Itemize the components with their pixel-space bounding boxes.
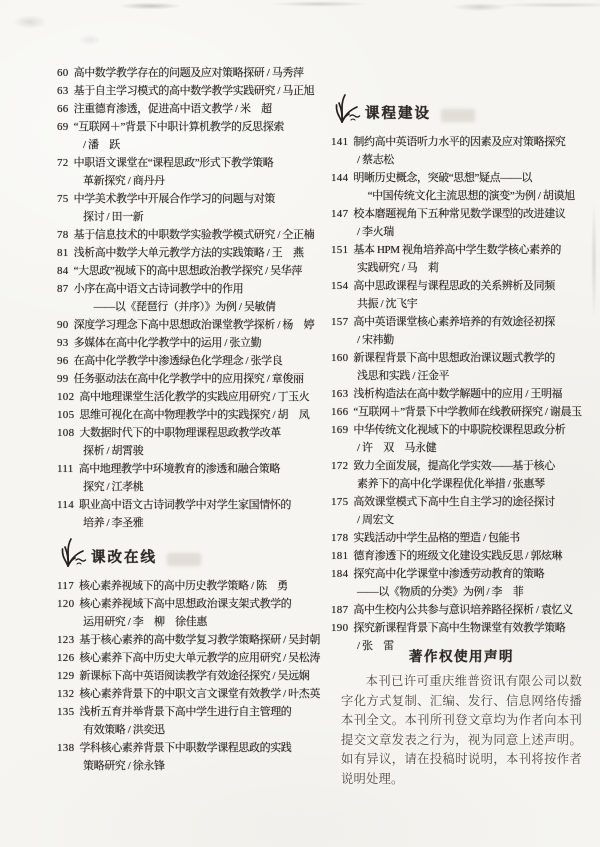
entry-continuation-line: 探析 / 胡霄骏 <box>83 445 144 457</box>
entry-page-number: 75 <box>57 193 69 205</box>
entry-first-line <box>331 277 599 295</box>
entry-first-line <box>57 424 329 442</box>
entry-page-number: 132 <box>57 688 75 700</box>
entry-page-number: 190 <box>331 622 349 634</box>
entry-text: “互联网＋”背景下中学教师在线教研探究 / 谢晨玉 <box>353 406 582 418</box>
entry-first-line <box>57 334 329 352</box>
entry-page-number: 129 <box>57 670 75 682</box>
entry-page-number: 78 <box>57 229 69 241</box>
entry-first-line <box>57 244 329 262</box>
scan-noise-top <box>0 0 600 60</box>
toc-entry <box>57 316 329 334</box>
toc-entry <box>57 595 329 631</box>
entry-continuation-line: 运用研究 / 李 柳 徐佳惠 <box>83 616 207 628</box>
entry-first-line <box>57 82 329 100</box>
entry-text: 高中思政课程与课程思政的关系辨析及同频 <box>353 280 555 292</box>
entry-continuation-line: 浅思和实践 / 汪金平 <box>357 370 450 382</box>
entry-page-number: 111 <box>57 463 74 475</box>
entry-text: 致力全面发展，提高化学实效——基于核心 <box>353 460 555 472</box>
copyright-notice <box>341 645 582 789</box>
entry-first-line <box>57 280 329 298</box>
entry-page-number: 178 <box>331 532 349 544</box>
entry-continuation-line: / 宋祎勤 <box>357 334 394 346</box>
toc-entry <box>331 241 599 277</box>
entry-continuation-line: / 蔡志松 <box>357 154 394 166</box>
toc-entry <box>57 667 329 685</box>
entry-continuation-line: / 李火瑞 <box>357 226 394 238</box>
entry-page-number: 93 <box>57 337 69 349</box>
entry-first-line <box>57 703 329 721</box>
entry-text: 高中地理教学中环境教育的渗透和融合策略 <box>78 463 280 475</box>
toc-entry <box>57 64 329 82</box>
entry-first-line <box>57 352 329 370</box>
section-header-课程建设 <box>333 95 599 128</box>
toc-column-right <box>331 88 599 655</box>
entry-first-line <box>57 100 329 118</box>
entry-text: 核心素养下高中历史大单元教学的应用研究 / 吴松涛 <box>79 652 320 664</box>
entry-first-line <box>331 241 599 259</box>
entry-page-number: 138 <box>57 742 75 754</box>
entry-first-line <box>57 64 329 82</box>
entry-page-number: 99 <box>57 373 69 385</box>
entry-text: 核心素养视域下的高中历史教学策略 / 陈 勇 <box>79 580 288 592</box>
toc-entry <box>57 631 329 649</box>
toc-entry <box>331 205 599 241</box>
toc-entry <box>331 457 599 493</box>
entry-first-line <box>57 370 329 388</box>
section-title: 课程建设 <box>365 106 431 122</box>
toc-entry <box>57 100 329 118</box>
entry-continuation-line: 实践研究 / 马 莉 <box>357 262 439 274</box>
toc-entry <box>57 424 329 460</box>
toc-entry <box>57 388 329 406</box>
entry-first-line <box>57 316 329 334</box>
entry-text: 核心素养视域下高中思想政治课支架式教学的 <box>79 598 292 610</box>
toc-entry <box>57 334 329 352</box>
toc-entry <box>331 547 599 565</box>
entry-first-line <box>331 169 599 187</box>
entry-text: 高效课堂模式下高中生自主学习的途径探讨 <box>353 496 555 508</box>
entry-page-number: 96 <box>57 355 69 367</box>
entry-page-number: 81 <box>57 247 69 259</box>
entry-first-line <box>331 205 599 223</box>
entry-first-line <box>331 529 599 547</box>
toc-entry <box>331 169 599 205</box>
entry-first-line <box>57 577 329 595</box>
toc-entry <box>57 352 329 370</box>
toc-entry <box>331 277 599 313</box>
scan-ghost-mark <box>167 553 201 566</box>
entry-text: 核心素养背景下的中职文言文课堂有效教学 / 叶杰英 <box>79 688 320 700</box>
entry-text: 中华传统文化视域下的中职院校课程思政分析 <box>353 424 566 436</box>
entry-text: 探究高中化学课堂中渗透劳动教育的策略 <box>353 568 545 580</box>
entry-continuation-line: 有效策略 / 洪奕迅 <box>83 724 165 736</box>
toc-entry <box>57 577 329 595</box>
entry-first-line <box>57 118 329 136</box>
entry-continuation-line: / 周宏文 <box>357 514 394 526</box>
entry-page-number: 166 <box>331 406 349 418</box>
entry-page-number: 135 <box>57 706 75 718</box>
toc-entry <box>57 280 329 316</box>
entry-first-line <box>57 667 329 685</box>
entry-page-number: 147 <box>331 208 349 220</box>
entry-text: 学科核心素养背景下中职数学课程思政的实践 <box>79 742 292 754</box>
entry-page-number: 181 <box>331 550 349 562</box>
entry-first-line <box>57 649 329 667</box>
entry-continuation-line: 共振 / 沈飞宇 <box>357 298 418 310</box>
entry-text: 职业高中语文古诗词教学中对学生家国情怀的 <box>79 499 291 511</box>
entry-text: 思维可视化在高中物理教学中的实践探究 / 胡 凤 <box>79 409 310 421</box>
toc-entry <box>331 133 599 169</box>
toc-entry <box>331 493 599 529</box>
entry-page-number: 60 <box>57 67 69 79</box>
section-title: 课改在线 <box>91 550 157 566</box>
entry-continuation-line: 革新探究 / 商丹丹 <box>83 175 165 187</box>
section-header-课改在线 <box>59 539 329 572</box>
entry-text: 多媒体在高中化学教学中的运用 / 张立勤 <box>73 337 262 349</box>
copyright-title: 著作权使用声明 <box>409 649 514 664</box>
entry-text: 制约高中英语听力水平的因素及应对策略探究 <box>353 136 566 148</box>
entry-text: 基于核心素养的高中数学复习教学策略探研 / 吴封朝 <box>79 634 320 646</box>
toc-entry <box>57 244 329 262</box>
entry-first-line <box>331 457 599 475</box>
entry-first-line <box>57 388 329 406</box>
toc-entry <box>57 190 329 226</box>
entry-text: 新课程背景下高中思想政治课议题式教学的 <box>353 352 555 364</box>
entry-first-line <box>57 190 329 208</box>
toc-column-left <box>57 64 329 775</box>
entry-page-number: 157 <box>331 316 349 328</box>
entry-text: 基于自主学习模式的高中数学教学实践研究 / 马正旭 <box>73 85 315 97</box>
entry-text: 浅析高中数学大单元教学方法的实践策略 / 王 燕 <box>73 247 304 259</box>
toc-entry <box>57 262 329 280</box>
entry-page-number: 175 <box>331 496 349 508</box>
toc-entry <box>331 313 599 349</box>
entry-text: 中学美术教学中开展合作学习的问题与对策 <box>73 193 276 205</box>
entry-page-number: 69 <box>57 121 69 133</box>
toc-entry <box>331 349 599 385</box>
entry-continuation-line: / 潘 跃 <box>83 139 120 151</box>
entry-continuation-line: / 许 双 马永健 <box>357 442 437 454</box>
entry-first-line <box>331 349 599 367</box>
entry-first-line <box>57 460 329 478</box>
entry-text: 高中生校内公共参与意识培养路径探析 / 袁忆义 <box>353 604 573 616</box>
entry-text: 新课标下高中英语阅读教学有效途径探究 / 吴远娴 <box>79 670 310 682</box>
entry-page-number: 187 <box>331 604 349 616</box>
toc-entry <box>57 82 329 100</box>
entry-text: 注重德育渗透，促进高中语文教学 / 米 超 <box>73 103 272 115</box>
entry-page-number: 126 <box>57 652 75 664</box>
entry-text: 任务驱动法在高中化学教学中的应用探究 / 章俊丽 <box>73 373 304 385</box>
entry-continuation-line: 策略研究 / 徐永锋 <box>83 760 165 772</box>
entry-page-number: 105 <box>57 409 75 421</box>
entry-text: 明晰历史概念，突破“思想”疑点——以 <box>353 172 532 184</box>
entry-page-number: 151 <box>331 244 349 256</box>
toc-entry <box>57 739 329 775</box>
orchid-grass-icon <box>59 537 91 572</box>
entry-first-line <box>57 685 329 703</box>
entry-page-number: 63 <box>57 85 69 97</box>
entry-first-line <box>331 385 599 403</box>
entry-first-line <box>57 496 329 514</box>
entry-text: 中职语文课堂在“课程思政”形式下教学策略 <box>73 157 274 169</box>
entry-text: 小序在高中语文古诗词教学中的作用 <box>73 283 244 295</box>
entry-text: 浅析构造法在高中数学解题中的应用 / 王明福 <box>353 388 563 400</box>
entry-first-line <box>57 739 329 757</box>
entry-first-line <box>331 619 599 637</box>
entry-first-line <box>57 595 329 613</box>
entry-first-line <box>331 601 599 619</box>
entry-first-line <box>57 406 329 424</box>
entry-first-line <box>331 547 599 565</box>
toc-entry <box>331 385 599 403</box>
entry-page-number: 123 <box>57 634 75 646</box>
entry-text: 探究新课程背景下高中生物课堂有效教学策略 <box>353 622 566 634</box>
toc-entry <box>57 226 329 244</box>
toc-entry <box>331 529 599 547</box>
entry-page-number: 120 <box>57 598 75 610</box>
scan-ghost-mark <box>441 109 475 122</box>
entry-text: 基本 HPM 视角培养高中学生数学核心素养的 <box>353 244 561 256</box>
entry-text: 校本磨题视角下五种常见数学课型的改进建议 <box>353 208 566 220</box>
entry-page-number: 141 <box>331 136 349 148</box>
entry-continuation-line: ——以《琵琶行（并序）》为例 / 吴敏倩 <box>83 301 276 313</box>
toc-entry <box>57 370 329 388</box>
entry-first-line <box>331 493 599 511</box>
entry-text: 高中英语课堂核心素养培养的有效途径初探 <box>353 316 555 328</box>
entry-first-line <box>57 226 329 244</box>
toc-entry <box>57 703 329 739</box>
entry-page-number: 102 <box>57 391 75 403</box>
toc-entry <box>57 460 329 496</box>
entry-text: 大数据时代下的中职物理课程思政教学改革 <box>79 427 281 439</box>
entry-page-number: 66 <box>57 103 69 115</box>
entry-page-number: 184 <box>331 568 349 580</box>
entry-continuation-line: 素养下的高中化学课程优化举措 / 张惠琴 <box>357 478 545 490</box>
entry-page-number: 72 <box>57 157 69 169</box>
entry-text: 浅析五育并举背景下高中学生进行自主管理的 <box>79 706 292 718</box>
toc-entry <box>331 601 599 619</box>
entry-first-line <box>57 631 329 649</box>
entry-text: 高中地理课堂生活化教学的实践应用研究 / 丁玉火 <box>79 391 310 403</box>
entry-page-number: 154 <box>331 280 349 292</box>
entry-page-number: 169 <box>331 424 349 436</box>
toc-entry <box>57 649 329 667</box>
entry-first-line <box>331 565 599 583</box>
entry-text: 在高中化学教学中渗透绿色化学理念 / 张学良 <box>73 355 283 367</box>
entry-page-number: 90 <box>57 319 69 331</box>
toc-entry <box>331 565 599 601</box>
entry-page-number: 172 <box>331 460 349 472</box>
toc-entry <box>57 685 329 703</box>
entry-continuation-line: 探究 / 江孝桃 <box>83 481 144 493</box>
entry-first-line <box>331 403 599 421</box>
toc-entry <box>57 118 329 154</box>
orchid-grass-icon <box>333 93 365 128</box>
entry-first-line <box>331 133 599 151</box>
toc-entry <box>57 496 329 532</box>
copyright-body: 本刊已许可重庆维普资讯有限公司以数字化方式复制、汇编、发行、信息网络传播本刊全文。本刊所刊登文章均为作者向本刊提交文章发表之行为，视为同意上述声明。如有异议，请在投稿时说明，本刊将按作者说明处理。 <box>341 674 582 786</box>
entry-continuation-line: / 张 雷 <box>357 640 394 652</box>
entry-first-line <box>331 421 599 439</box>
entry-page-number: 108 <box>57 427 75 439</box>
toc-entry <box>57 154 329 190</box>
toc-entry <box>331 403 599 421</box>
entry-text: 高中数学教学存在的问题及应对策略探研 / 马秀萍 <box>73 67 304 79</box>
entry-page-number: 87 <box>57 283 69 295</box>
toc-entry <box>331 421 599 457</box>
entry-page-number: 84 <box>57 265 69 277</box>
entry-text: “互联网＋”背景下中职计算机教学的反思探索 <box>73 121 284 133</box>
entry-text: 实践活动中学生品格的塑造 / 包能书 <box>353 532 520 544</box>
entry-continuation-line: ——以《物质的分类》为例 / 李 菲 <box>357 586 524 598</box>
entry-text: 深度学习理念下高中思想政治课堂教学探析 / 杨 婷 <box>73 319 315 331</box>
entry-text: 德育渗透下的班级文化建设实践反思 / 郭炫琳 <box>353 550 563 562</box>
entry-page-number: 163 <box>331 388 349 400</box>
entry-page-number: 160 <box>331 352 349 364</box>
entry-continuation-line: 探讨 / 田一新 <box>83 211 144 223</box>
entry-continuation-line: 培养 / 李圣雅 <box>83 517 144 529</box>
entry-page-number: 144 <box>331 172 349 184</box>
entry-first-line <box>57 154 329 172</box>
entry-continuation-line: “中国传统文化主流思想的演变”为例 / 胡谟旭 <box>357 190 575 202</box>
entry-first-line <box>57 262 329 280</box>
toc-entry <box>57 406 329 424</box>
entry-page-number: 117 <box>57 580 74 592</box>
entry-first-line <box>331 313 599 331</box>
entry-page-number: 114 <box>57 499 74 511</box>
entry-text: 基于信息技术的中职数学实验教学模式研究 / 仝正楠 <box>73 229 315 241</box>
entry-text: “大思政”视域下的高中思想政治教学探究 / 吴华萍 <box>73 265 302 277</box>
